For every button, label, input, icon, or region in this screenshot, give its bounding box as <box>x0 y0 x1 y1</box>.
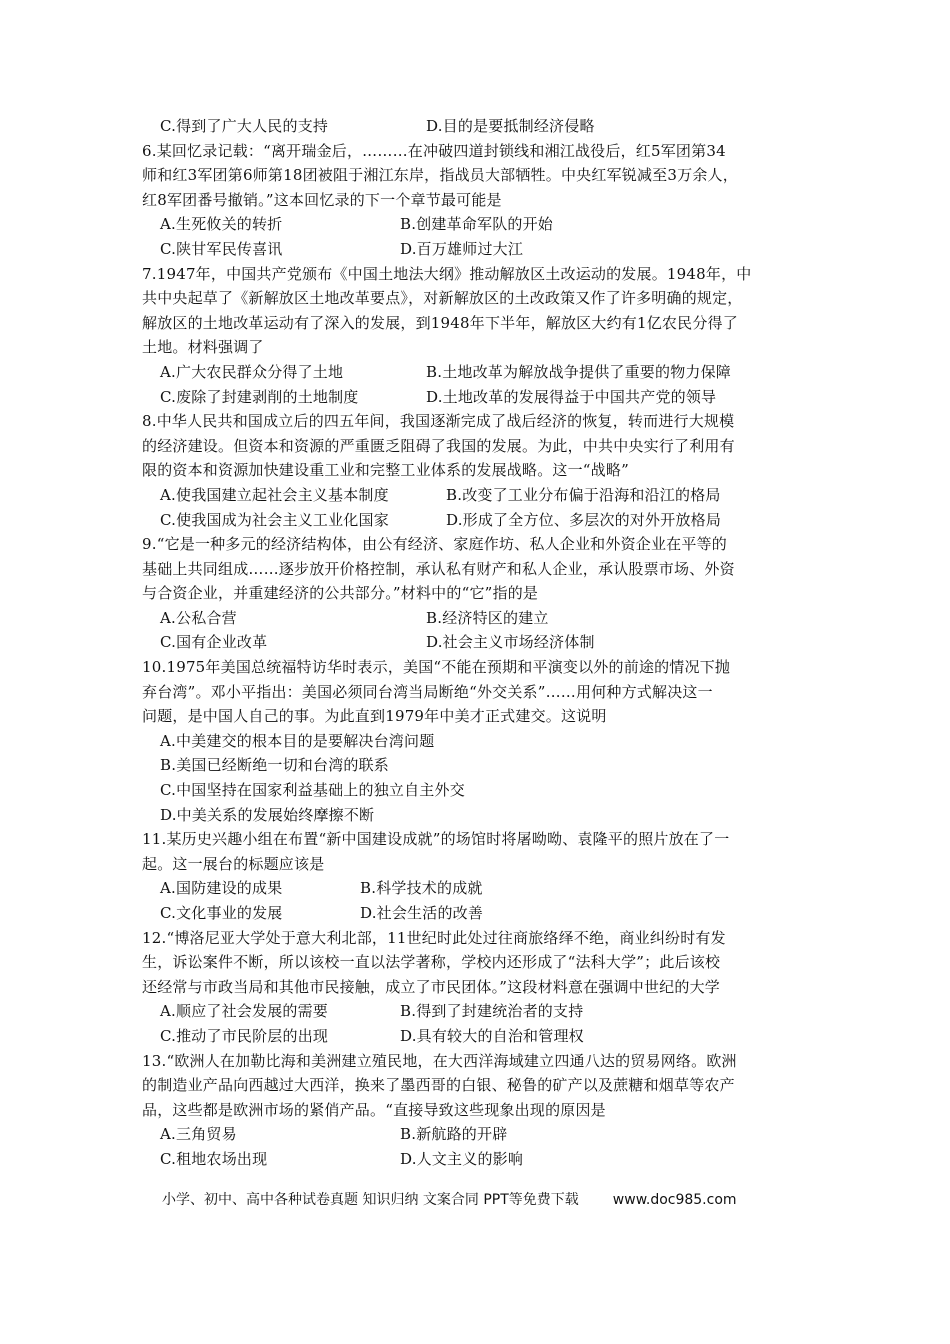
option-c: C.租地农场出现 <box>160 1149 268 1168</box>
option-b: B.土地改革为解放战争提供了重要的物力保障 <box>426 362 731 381</box>
options-row <box>142 1122 810 1147</box>
options-row <box>142 630 810 655</box>
option-c: C.国有企业改革 <box>160 633 268 652</box>
options-row <box>142 212 810 237</box>
options-row <box>142 237 810 262</box>
question-stem-line: 7.1947年，中国共产党颁布《中国土地法大纲》推动解放区土改运动的发展。1948年，中 <box>142 264 752 283</box>
options-row <box>142 901 810 926</box>
question-stem-line: 问题，是中国人自己的事。为此直到1979年中美才正式建交。这说明 <box>142 707 607 726</box>
option-a: A.广大农民群众分得了土地 <box>160 362 344 381</box>
options-row <box>142 753 810 778</box>
question-stem-line: 12.“博洛尼亚大学处于意大利北部，11世纪时此处过往商旅络绎不绝，商业纠纷时有发 <box>142 928 726 947</box>
option-d: D.中美关系的发展始终摩擦不断 <box>160 805 375 824</box>
option-d: D.社会主义市场经济体制 <box>426 633 595 652</box>
option-c: C.推动了市民阶层的出现 <box>160 1026 329 1045</box>
option-c: C.废除了封建剥削的土地制度 <box>160 387 359 406</box>
options-row <box>142 1147 810 1172</box>
options-row <box>142 360 810 385</box>
question-6 <box>142 139 810 262</box>
option-d: D.目的是要抵制经济侵略 <box>426 117 595 135</box>
option-c: C.陕甘军民传喜讯 <box>160 239 283 258</box>
question-stem-line: 8.中华人民共和国成立后的四五年间，我国逐渐完成了战后经济的恢复，转而进行大规模 <box>142 412 735 431</box>
question-stem-line: 共中央起草了《新解放区土地改革要点》，对新解放区的土改政策又作了许多明确的规定， <box>142 289 743 308</box>
question-11 <box>142 827 810 925</box>
option-a: A.顺应了社会发展的需要 <box>160 1002 329 1021</box>
options-row <box>142 483 810 508</box>
options-row <box>142 508 810 533</box>
option-b: B.新航路的开辟 <box>400 1125 508 1144</box>
options-row <box>142 876 810 901</box>
question-stem-line: 红8军团番号撤销。”这本回忆录的下一个章节最可能是 <box>142 190 502 209</box>
option-b: B.得到了封建统治者的支持 <box>400 1002 584 1021</box>
question-stem-line: 9.“它是一种多元的经济结构体，由公有经济、家庭作坊、私人企业和外资企业在平等的 <box>142 535 727 554</box>
question-stem-line: 基础上共同组成……逐步放开价格控制，承认私有财产和私人企业，承认股票市场、外资 <box>142 559 735 578</box>
option-d: D.社会生活的改善 <box>360 904 484 922</box>
question-9 <box>142 532 810 655</box>
question-stem-line: 还经常与市政当局和其他市民接触，成立了市民团体。”这段材料意在强调中世纪的大学 <box>142 977 720 996</box>
question-stem-line: 的制造业产品向西越过大西洋，换来了墨西哥的白银、秘鲁的矿产以及蔗糖和烟草等农产 <box>142 1076 735 1095</box>
option-d: D.百万雄师过大江 <box>400 239 524 258</box>
question-stem-line: 生，诉讼案件不断，所以该校一直以法学著称，学校内还形成了“法科大学”；此后该校 <box>142 953 721 972</box>
question-stem-line: 弃台湾”。邓小平指出：美国必须同台湾当局断绝“外交关系”……用何种方式解决这一 <box>142 682 713 701</box>
question-10 <box>142 655 810 827</box>
question-13 <box>142 1049 810 1172</box>
question-8 <box>142 409 810 532</box>
option-d: D.土地改革的发展得益于中国共产党的领导 <box>426 387 717 406</box>
options-row <box>142 778 810 803</box>
option-d: D.形成了全方位、多层次的对外开放格局 <box>446 510 722 529</box>
option-d: D.具有较大的自治和管理权 <box>400 1026 584 1045</box>
question-stem-line: 师和红3军团第6师第18团被阻于湘江东岸，指战员大部牺牲。中央红军锐减至3万余人， <box>142 166 738 185</box>
option-a: A.三角贸易 <box>160 1125 237 1144</box>
question-stem-line: 6.某回忆录记载：“离开瑞金后，………在冲破四道封锁线和湘江战役后，红5军团第34 <box>142 141 726 160</box>
option-b: B.经济特区的建立 <box>426 608 549 627</box>
question-stem-line: 土地。材料强调了 <box>142 338 264 357</box>
page-content <box>142 114 810 1172</box>
option-b: B.科学技术的成就 <box>360 879 483 898</box>
options-row <box>142 999 810 1024</box>
question-stem-line: 与合资企业，并重建经济的公共部分。”材料中的“它”指的是 <box>142 584 539 603</box>
q5-options-cd <box>142 114 810 139</box>
question-stem-line: 解放区的土地改革运动有了深入的发展，到1948年下半年，解放区大约有1亿农民分得了 <box>142 313 738 332</box>
option-a: A.国防建设的成果 <box>160 879 283 898</box>
question-7 <box>142 262 810 410</box>
option-c: C.使我国成为社会主义工业化国家 <box>160 510 389 529</box>
footer-url[interactable]: www.doc985.com <box>612 1192 737 1208</box>
option-c: C.中国坚持在国家利益基础上的独立自主外交 <box>160 781 465 800</box>
option-a: A.使我国建立起社会主义基本制度 <box>160 485 389 504</box>
option-c: C.文化事业的发展 <box>160 904 283 922</box>
option-a: A.公私合营 <box>160 608 237 627</box>
option-d: D.人文主义的影响 <box>400 1149 524 1168</box>
option-b: B.美国已经断绝一切和台湾的联系 <box>160 756 389 775</box>
option-a: A.生死攸关的转折 <box>160 215 283 234</box>
options-row <box>142 803 810 828</box>
question-stem-line: 11.某历史兴趣小组在布置“新中国建设成就”的场馆时将屠呦呦、袁隆平的照片放在了一 <box>142 830 730 849</box>
page-footer <box>162 1189 822 1209</box>
question-stem-line: 起。这一展台的标题应该是 <box>142 854 325 873</box>
option-b: B.改变了工业分布偏于沿海和沿江的格局 <box>446 485 721 504</box>
options-row <box>142 385 810 410</box>
option-b: B.创建革命军队的开始 <box>400 215 553 234</box>
option-c: C.得到了广大人民的支持 <box>160 117 329 135</box>
footer-text: 小学、初中、高中各种试卷真题 知识归纳 文案合同 PPT等免费下载 <box>162 1192 579 1208</box>
question-stem-line: 13.“欧洲人在加勒比海和美洲建立殖民地，在大西洋海域建立四通八达的贸易网络。欧洲 <box>142 1051 737 1070</box>
question-12 <box>142 926 810 1049</box>
question-stem-line: 的经济建设。但资本和资源的严重匮乏阻碍了我国的发展。为此，中共中央实行了利用有 <box>142 436 735 455</box>
options-row <box>142 1024 810 1049</box>
options-row <box>142 606 810 631</box>
options-row <box>142 729 810 754</box>
question-stem-line: 10.1975年美国总统福特访华时表示，美国“不能在预期和平演变以外的前途的情况下抛 <box>142 658 731 677</box>
option-a: A.中美建交的根本目的是要解决台湾问题 <box>160 731 435 750</box>
question-stem-line: 品，这些都是欧洲市场的紧俏产品。“直接导致这些现象出现的原因是 <box>142 1100 606 1119</box>
question-stem-line: 限的资本和资源加快建设重工业和完整工业体系的发展战略。这一“战略” <box>142 461 629 480</box>
